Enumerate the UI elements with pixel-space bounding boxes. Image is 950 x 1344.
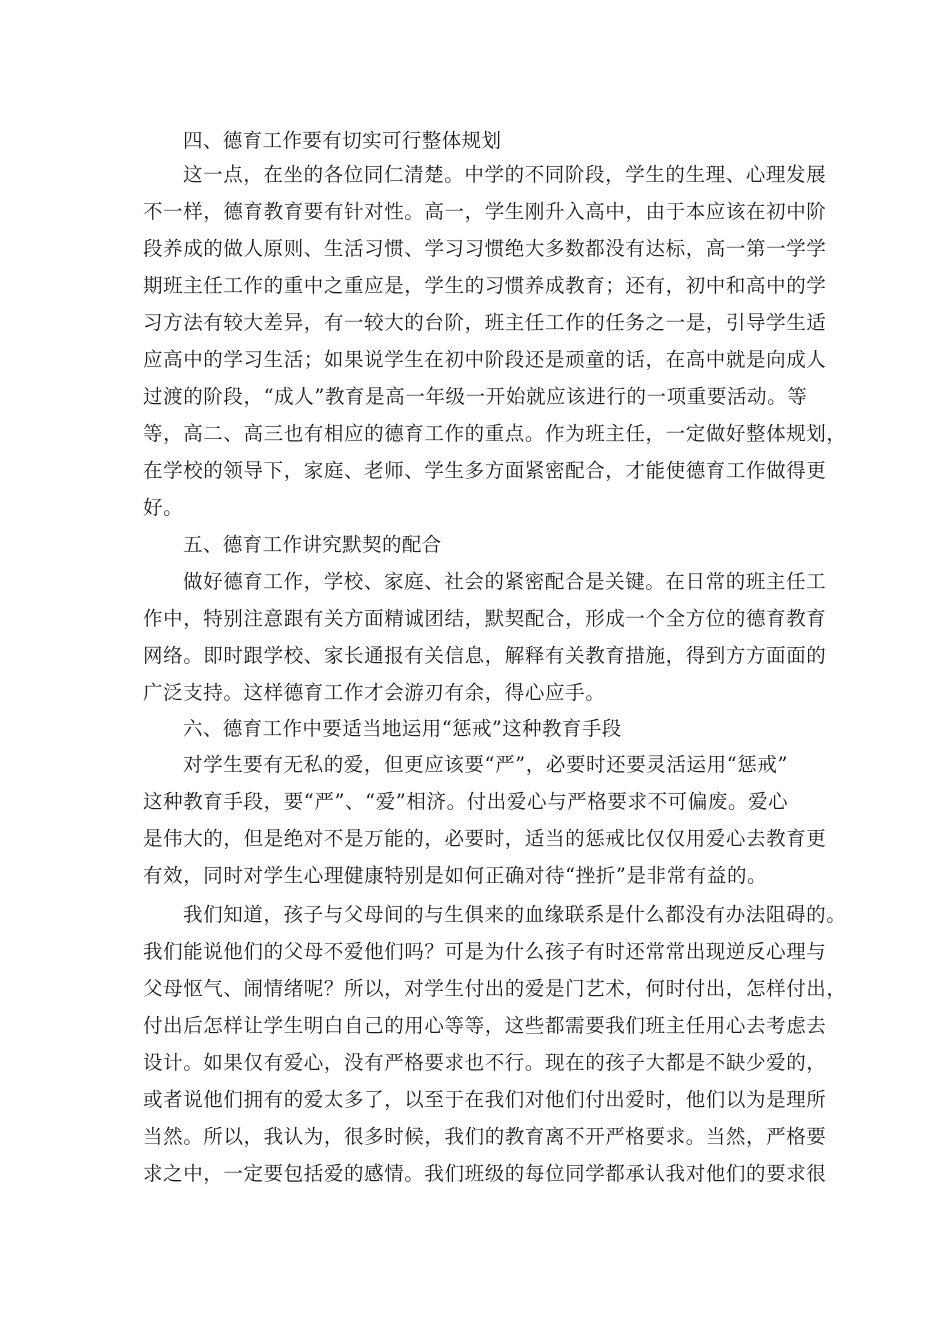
paragraph-line: 父母怄气、闹情绪呢？所以，对学生付出的爱是门艺术，何时付出，怎样付出，	[143, 977, 847, 1000]
paragraph-line: 过渡的阶段，“成人”教育是高一年级一开始就应该进行的一项重要活动。等	[143, 385, 808, 408]
paragraph-line: 是伟大的，但是绝对不是万能的，必要时，适当的惩戒比仅仅用爱心去教育更	[143, 827, 827, 850]
paragraph-line: 等，高二、高三也有相应的德育工作的重点。作为班主任，一定做好整体规划，	[143, 422, 847, 445]
paragraph-line: 好。	[143, 496, 184, 519]
paragraph-line: 网络。即时跟学校、家长通报有关信息，解释有关教育措施，得到方方面面的	[143, 644, 827, 667]
paragraph-line: 当然。所以，我认为，很多时候，我们的教育离不开严格要求。当然，严格要	[143, 1125, 827, 1148]
paragraph-line: 这一点，在坐的各位同仁清楚。中学的不同阶段，学生的生理、心理发展	[183, 163, 827, 186]
paragraph-line: 设计。如果仅有爱心，没有严格要求也不行。现在的孩子大都是不缺少爱的，	[143, 1051, 827, 1074]
paragraph-line: 习方法有较大差异，有一较大的台阶，班主任工作的任务之一是，引导学生适	[143, 311, 827, 334]
paragraph-line: 不一样，德育教育要有针对性。高一，学生刚升入高中，由于本应该在初中阶	[143, 200, 827, 223]
section-heading-5: 五、德育工作讲究默契的配合	[183, 533, 442, 556]
paragraph-line: 这种教育手段，要“严”、“爱”相济。付出爱心与严格要求不可偏废。爱心	[143, 790, 789, 813]
paragraph-line: 应高中的学习生活；如果说学生在初中阶段还是顽童的话，在高中就是向成人	[143, 348, 827, 371]
paragraph-line: 我们能说他们的父母不爱他们吗？可是为什么孩子有时还常常出现逆反心理与	[143, 940, 827, 963]
paragraph-line: 我们知道，孩子与父母间的与生俱来的血缘联系是什么都没有办法阻碍的。	[183, 903, 847, 926]
paragraph-line: 对学生要有无私的爱，但更应该要“严”，必要时还要灵活运用“惩戒”	[183, 753, 789, 776]
paragraph-line: 作中，特别注意跟有关方面精诚团结，默契配合，形成一个全方位的德育教育	[143, 607, 827, 630]
section-heading-4: 四、德育工作要有切实可行整体规划	[183, 129, 502, 152]
paragraph-line: 广泛支持。这样德育工作才会游刃有余，得心应手。	[143, 681, 606, 704]
paragraph-line: 求之中，一定要包括爱的感情。我们班级的每位同学都承认我对他们的要求很	[143, 1162, 827, 1185]
paragraph-line: 期班主任工作的重中之重应是，学生的习惯养成教育；还有，初中和高中的学	[143, 274, 827, 297]
paragraph-line: 有效，同时对学生心理健康特别是如何正确对待“挫折”是非常有益的。	[143, 864, 768, 887]
paragraph-line: 或者说他们拥有的爱太多了，以至于在我们对他们付出爱时，他们以为是理所	[143, 1088, 827, 1111]
paragraph-line: 付出后怎样让学生明白自己的用心等等，这些都需要我们班主任用心去考虑去	[143, 1014, 827, 1037]
section-heading-6: 六、德育工作中要适当地运用“惩戒”这种教育手段	[183, 717, 622, 740]
paragraph-line: 段养成的做人原则、生活习惯、学习习惯绝大多数都没有达标，高一第一学学	[143, 237, 827, 260]
paragraph-line: 在学校的领导下，家庭、老师、学生多方面紧密配合，才能使德育工作做得更	[143, 459, 827, 482]
paragraph-line: 做好德育工作，学校、家庭、社会的紧密配合是关键。在日常的班主任工	[183, 570, 827, 593]
